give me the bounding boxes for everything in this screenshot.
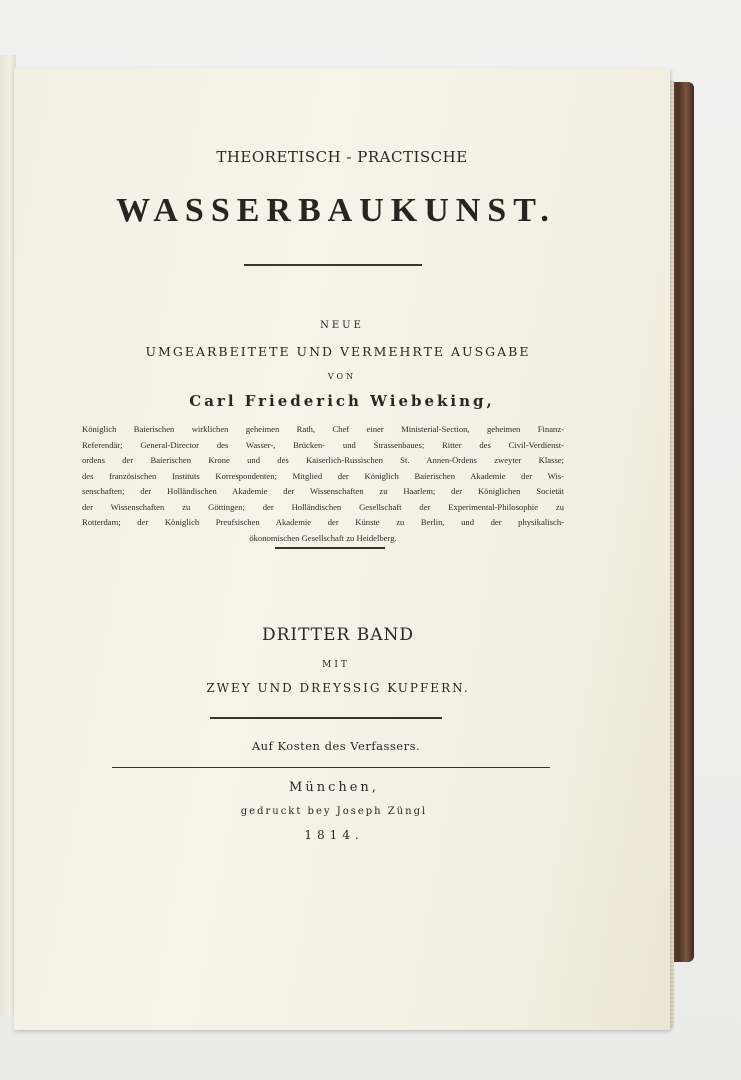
with-label: MIT (322, 660, 350, 670)
publication-year: 1814. (304, 828, 364, 842)
main-title: WASSERBAUKUNST. (116, 192, 556, 229)
author-name: Carl Friederich Wiebeking, (189, 392, 495, 410)
credentials-line: senschaften; der Holländischen Akademie der Wissenschaften zu Haarlem; der Königlichen Societät (82, 486, 564, 496)
credentials-line: ordens der Baierischen Krone und des Kaiserlich-Russischen St. Annen-Ordens zweyter Klasse; (82, 455, 564, 465)
author-credentials (82, 422, 564, 546)
credentials-line: Referendär; General-Director des Wasser-, Brücken- und Strassenbaues; Ritter des Civil-Verdienst- (82, 439, 564, 450)
ornament-rule-1 (244, 264, 422, 266)
edition-line: UMGEARBEITETE UND VERMEHRTE AUSGABE (145, 344, 531, 359)
volume-title: DRITTER BAND (261, 625, 415, 645)
credentials-line: Königlich Baierischen wirklichen geheimen Rath, Chef einer Ministerial-Section, geheimen Finanz- (82, 424, 564, 434)
plates-line: ZWEY UND DREYSSIG KUPFERN. (206, 681, 470, 695)
publication-place: München, (289, 780, 379, 795)
printer-line: gedruckt bey Joseph Züngl (240, 806, 428, 817)
publisher-note: Auf Kosten des Verfassers. (251, 739, 421, 753)
credentials-line: der Wissenschaften zu Göttingen; der Holländischen Gesellschaft der Experimental-Philosophie zu (82, 501, 564, 512)
subtitle: THEORETISCH - PRACTISCHE (216, 148, 468, 166)
by-line: VON (327, 372, 357, 381)
credentials-line: des französischen Instituts Korrespondenten; Mitglied der Königlich Baierischen Akademie der Wis- (82, 470, 564, 481)
credentials-line: ökonomischen Gesellschaft zu Heidelberg. (249, 532, 397, 543)
edition-prefix: NEUE (320, 320, 364, 331)
credentials-line: Rotterdam; der Königlich Preufsischen Akademie der Künste zu Berlin, und der physikalisch- (82, 517, 564, 527)
ornament-rule-4 (112, 767, 550, 768)
ornament-rule-2 (275, 547, 385, 549)
ornament-rule-3 (210, 717, 442, 719)
